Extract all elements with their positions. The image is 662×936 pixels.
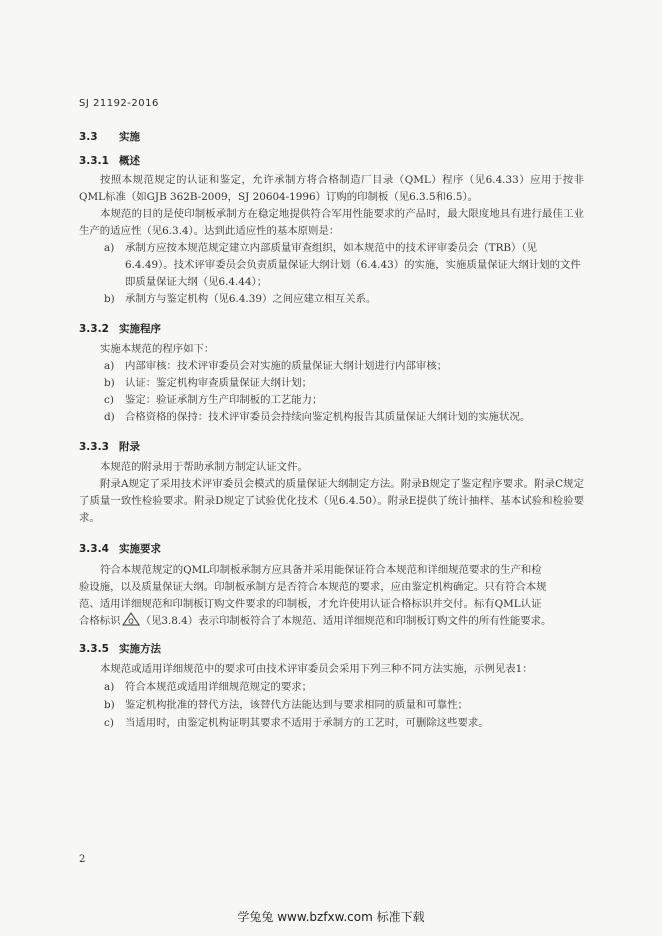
list-marker: a) xyxy=(104,242,115,254)
section-title: 实施 xyxy=(119,131,140,143)
list-marker: a) xyxy=(104,360,115,372)
section-heading-3-3-5 xyxy=(79,641,161,656)
section-heading-3-3 xyxy=(79,129,140,144)
list-text: 承制方与鉴定机构（见6.4.39）之间应建立相互关系。 xyxy=(125,293,377,305)
list-item xyxy=(79,358,584,375)
section-heading-3-3-4 xyxy=(79,541,161,556)
watermark-footer: 学兔兔 www.bzfxw.com 标准下载 xyxy=(237,910,425,924)
list-item xyxy=(79,409,584,426)
section-number: 3.3.4 xyxy=(79,543,109,555)
list-item xyxy=(79,392,584,409)
list-text: 符合本规范或适用详细规范规定的要求； xyxy=(125,681,313,693)
section-number: 3.3.2 xyxy=(79,323,109,335)
text-run: （见3.8.4）表示印制板符合了本规范、适用详细规范和印制板订购文件的所有性能要求。 xyxy=(140,615,552,627)
standard-number: SJ 21192-2016 xyxy=(79,98,159,109)
qml-mark-letter: Q xyxy=(127,617,134,626)
list-item xyxy=(79,240,584,291)
list-text: 合格资格的保持：技术评审委员会持续向鉴定机构报告其质量保证大纲计划的实施状况。 xyxy=(125,411,531,423)
paragraph: 附录A规定了采用技术评审委员会模式的质量保证大纲制定方法。附录B规定了鉴定程序要求。附录C规定了质量一致性检验要求。附录D规定了试验优化技术（见6.4.50）。附录E提供了统计抽样、基本试验和检验要求。 xyxy=(79,478,584,524)
section-title: 概述 xyxy=(119,155,140,167)
list-marker: b) xyxy=(104,377,115,389)
list-text: 认证：鉴定机构审查质量保证大纲计划； xyxy=(125,377,313,389)
list-marker: b) xyxy=(104,293,115,305)
page-number: 2 xyxy=(79,854,86,865)
paragraph-line: 范、适用详细规范和印制板订购文件要求的印制板，才允许使用认证合格标识并交付。标有QML认证 xyxy=(79,598,542,610)
list-text: 内部审核：技术评审委员会对实施的质量保证大纲计划进行内部审核； xyxy=(125,360,448,372)
section-heading-3-3-2 xyxy=(79,321,161,336)
list-item xyxy=(79,375,584,392)
list-marker: b) xyxy=(104,699,115,711)
section-heading-3-3-3 xyxy=(79,439,140,454)
list-item xyxy=(79,697,584,714)
paragraph: 本规范或适用详细规范中的要求可由技术评审委员会采用下列三种不同方法实施，示例见表1： xyxy=(100,663,533,675)
paragraph-line: 验设施，以及质量保证大纲。印制板承制方是否符合本规范的要求，应由鉴定机构确定。只有符合本规 xyxy=(79,581,547,593)
paragraph: 实施本规范的程序如下： xyxy=(100,343,215,355)
section-number: 3.3.3 xyxy=(79,441,109,453)
paragraph: 本规范的附录用于帮助承制方制定认证文件。 xyxy=(100,461,308,473)
list-item xyxy=(79,715,584,732)
paragraph: 按照本规范规定的认证和鉴定，允许承制方将合格制造厂目录（QML）程序（见6.4.33）应用于按非QML标准（如GJB 362B-2009，SJ 20604-1996）订购的印制板（见6.3.5和6.5）。 xyxy=(79,174,584,203)
section-heading-3-3-1 xyxy=(79,153,140,168)
list-marker: a) xyxy=(104,681,115,693)
list-item xyxy=(79,291,584,308)
section-title: 实施要求 xyxy=(119,543,161,555)
list-marker: c) xyxy=(104,394,114,406)
list-text: 承制方应按本规范规定建立内部质量审查组织，如本规范中的技术评审委员会（TRB）（见6.4.49）。技术评审委员会负责质量保证大纲计划（6.4.43）的实施，实施质量保证大纲计划的文件即质量保证大纲（见6.4.44）； xyxy=(125,242,581,288)
list-marker: d) xyxy=(104,411,115,423)
list-text: 鉴定：验证承制方生产印制板的工艺能力； xyxy=(125,394,323,406)
paragraph: 本规范的目的是使印制板承制方在稳定地提供符合军用性能要求的产品时，最大限度地具有进行最佳工业生产的适应性（见6.3.4）。达到此适应性的基本原则是： xyxy=(79,208,584,237)
paragraph-line xyxy=(79,612,551,629)
section-title: 实施程序 xyxy=(119,323,161,335)
section-title: 实施方法 xyxy=(119,643,161,655)
section-number: 3.3.1 xyxy=(79,155,109,167)
text-run: 合格标识 xyxy=(79,615,121,627)
qml-certification-mark-icon xyxy=(122,612,140,629)
list-marker: c) xyxy=(104,717,114,729)
paragraph-line: 符合本规范规定的QML印制板承制方应具备并采用能保证符合本规范和详细规范要求的生产和检 xyxy=(100,564,542,576)
list-text: 鉴定机构批准的替代方法，该替代方法能达到与要求相同的质量和可靠性； xyxy=(125,699,468,711)
section-number: 3.3 xyxy=(79,131,98,143)
list-text: 当适用时，由鉴定机构证明其要求不适用于承制方的工艺时，可删除这些要求。 xyxy=(125,717,489,729)
section-title: 附录 xyxy=(119,441,140,453)
list-item xyxy=(79,679,584,696)
section-number: 3.3.5 xyxy=(79,643,109,655)
